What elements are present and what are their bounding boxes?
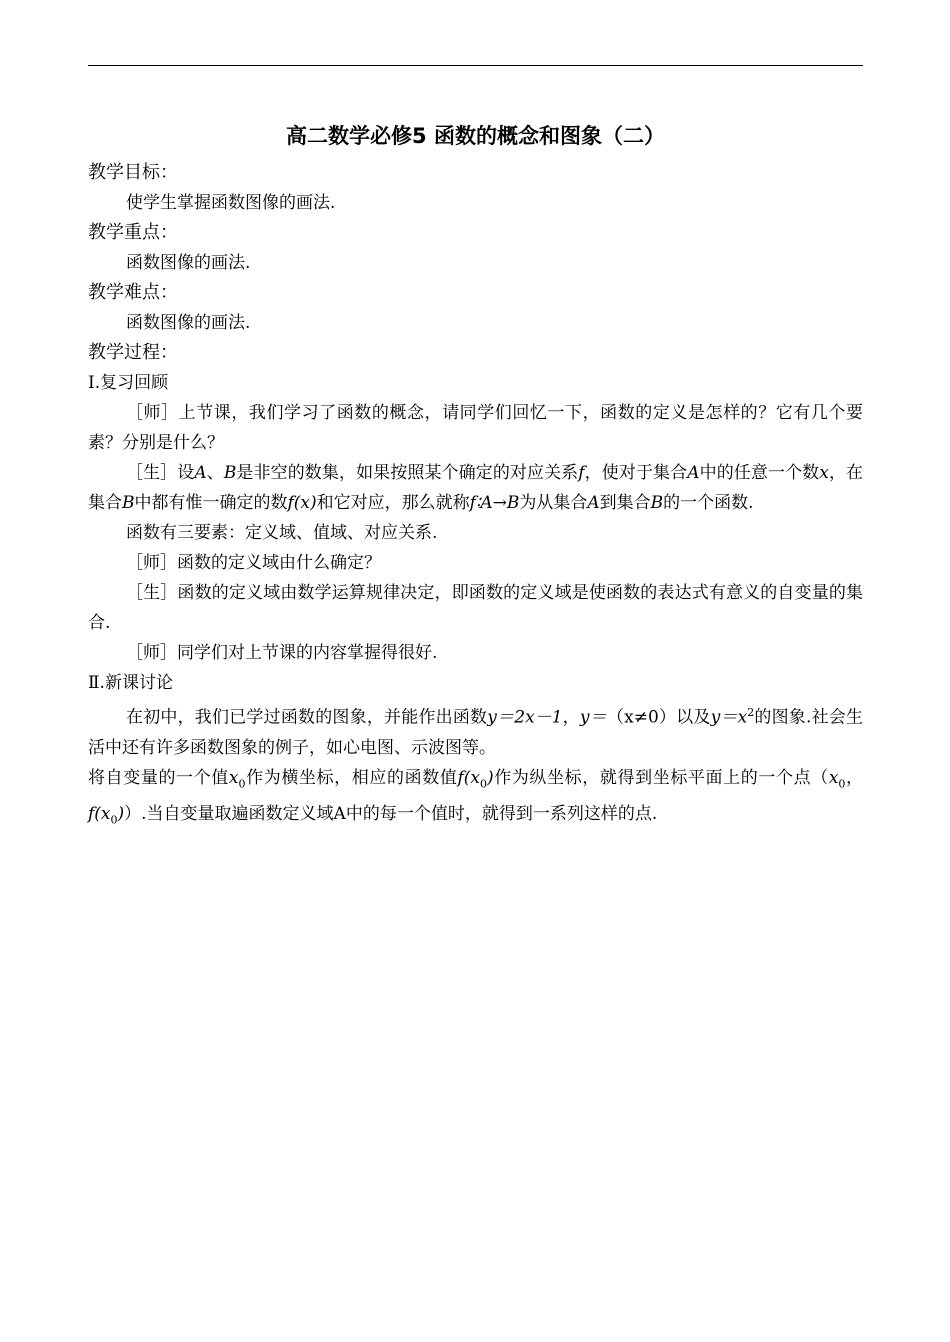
section-new-lesson: Ⅱ.新课讨论 [88, 673, 173, 693]
header-rule [88, 65, 863, 66]
paragraph-function-graphs: 在初中，我们已学过函数的图象，并能作出函数y＝2x－1，y＝（x≠0）以及$y=x^2$的图象.社会生活中还有许多函数图象的例子，如心电图、示波图等。 [88, 706, 864, 758]
process-heading: 教学过程： [88, 342, 178, 363]
paragraph-teacher-question: ［师］上节课，我们学习了函数的概念，请同学们回忆一下，函数的定义是怎样的？它有几个要素？分别是什么？ [88, 403, 863, 453]
difficulty-heading: 教学难点： [88, 282, 178, 303]
paragraph-student-domain: ［生］函数的定义域由数学运算规律决定，即函数的定义域是使函数的表达式有意义的自变量的集合. [88, 583, 863, 633]
key-point-text: 函数图像的画法. [126, 253, 251, 273]
paragraph-teacher-domain: ［师］函数的定义域由什么确定？ [126, 553, 381, 573]
document-body [88, 120, 863, 835]
objective-text: 使学生掌握函数图像的画法. [126, 193, 336, 213]
paragraph-function-definition: ［生］设A、B是非空的数集，如果按照某个确定的对应关系f，使对于集合A中的任意一个数x，在集合B中都有惟一确定的数f(x)和它对应，那么就称f∶A→B为从集合A到集合B的一个函数. [88, 463, 864, 513]
page-title: 高二数学必修5 函数的概念和图象（二） [286, 124, 665, 148]
difficulty-text: 函数图像的画法. [126, 313, 251, 333]
paragraph-three-elements: 函数有三要素：定义域、值域、对应关系. [126, 523, 438, 543]
paragraph-graph-points: 将自变量的一个值$x_0$作为横坐标，相应的函数值$f(x_0)$作为纵坐标，就得到坐标平面上的一个点（$x_0$，$f(x_0)$）.当自变量取遍函数定义域A中的每一个值时，就得到一系列这样的点. [88, 767, 864, 827]
key-point-heading: 教学重点： [88, 222, 178, 243]
section-review: Ⅰ.复习回顾 [88, 373, 169, 393]
objective-heading: 教学目标： [88, 162, 178, 183]
paragraph-teacher-praise: ［师］同学们对上节课的内容掌握得很好. [126, 643, 438, 663]
